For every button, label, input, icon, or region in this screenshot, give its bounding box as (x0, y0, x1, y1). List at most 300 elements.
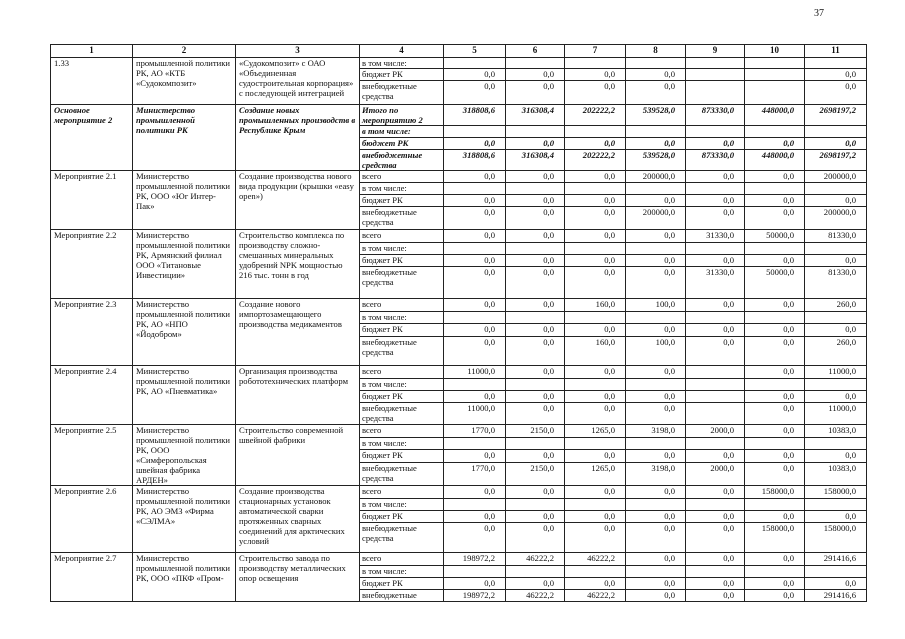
header-cell: 11 (805, 45, 867, 58)
amount-cell: 0,0 (805, 578, 867, 590)
amount-cell: 81330,0 (805, 230, 867, 243)
amount-cell: 0,0 (506, 486, 565, 499)
amount-cell: 0,0 (444, 69, 506, 81)
executor-cell: Министерство промышленной политики РК, Армянский филиал ООО «Титановые Инвестиции» (133, 230, 236, 299)
amount-cell: 10383,0 (805, 462, 867, 485)
amount-cell: 0,0 (686, 590, 745, 602)
funding-source-label: всего (360, 230, 444, 243)
header-cell: 8 (626, 45, 686, 58)
header-cell: 9 (686, 45, 745, 58)
funding-source-label: в том числе: (360, 438, 444, 450)
amount-cell: 0,0 (745, 207, 805, 230)
amount-cell: 0,0 (565, 511, 626, 523)
amount-cell: 0,0 (745, 337, 805, 366)
amount-cell: 0,0 (805, 69, 867, 81)
amount-cell: 260,0 (805, 337, 867, 366)
amount-cell (444, 438, 506, 450)
amount-cell: 0,0 (506, 267, 565, 299)
funding-source-label: бюджет РК (360, 69, 444, 81)
amount-cell (506, 566, 565, 578)
table-row (51, 553, 867, 566)
amount-cell: 0,0 (745, 366, 805, 379)
amount-cell: 2698197,2 (805, 105, 867, 126)
amount-cell: 0,0 (745, 324, 805, 337)
amount-cell (686, 312, 745, 324)
executor-cell: Министерство промышленной политики РК, ООО «Юг Интер-Пак» (133, 171, 236, 230)
amount-cell: 0,0 (626, 267, 686, 299)
amount-cell: 200000,0 (805, 207, 867, 230)
amount-cell: 0,0 (686, 299, 745, 312)
amount-cell: 0,0 (686, 553, 745, 566)
amount-cell (686, 499, 745, 511)
activity-name: Строительство комплекса по производству сложно-смешанных минеральных удобрений NPK мощностью 216 тыс. тонн в год (236, 230, 360, 299)
amount-cell (626, 438, 686, 450)
amount-cell: 291416,6 (805, 553, 867, 566)
amount-cell (745, 566, 805, 578)
header-cell: 7 (565, 45, 626, 58)
amount-cell: 31330,0 (686, 230, 745, 243)
header-cell: 10 (745, 45, 805, 58)
amount-cell: 0,0 (686, 207, 745, 230)
funding-source-label: внебюджетные средства (360, 403, 444, 425)
amount-cell (745, 81, 805, 105)
amount-cell (745, 499, 805, 511)
table-row (51, 171, 867, 183)
activity-name: «Судокомпозит» с ОАО «Объединенная судостроительная корпорация» с последующей интеграцией (236, 58, 360, 105)
amount-cell: 0,0 (626, 81, 686, 105)
amount-cell: 0,0 (506, 69, 565, 81)
funding-source-label: бюджет РК (360, 578, 444, 590)
amount-cell: 2698197,2 (805, 150, 867, 171)
amount-cell: 0,0 (686, 337, 745, 366)
amount-cell (626, 566, 686, 578)
amount-cell: 0,0 (506, 171, 565, 183)
amount-cell: 0,0 (565, 523, 626, 553)
table-body (51, 58, 867, 602)
amount-cell: 0,0 (444, 138, 506, 150)
amount-cell: 0,0 (444, 578, 506, 590)
amount-cell: 11000,0 (805, 366, 867, 379)
amount-cell (686, 126, 745, 138)
amount-cell: 0,0 (444, 195, 506, 207)
amount-cell (565, 566, 626, 578)
amount-cell: 0,0 (745, 391, 805, 403)
activity-id: 1.33 (51, 58, 133, 105)
amount-cell: 46222,2 (565, 553, 626, 566)
funding-source-label: бюджет РК (360, 450, 444, 462)
amount-cell (506, 379, 565, 391)
amount-cell: 0,0 (444, 324, 506, 337)
amount-cell (686, 183, 745, 195)
amount-cell: 0,0 (805, 81, 867, 105)
amount-cell: 0,0 (444, 230, 506, 243)
amount-cell (805, 379, 867, 391)
amount-cell (686, 58, 745, 69)
amount-cell (444, 243, 506, 255)
amount-cell: 198972,2 (444, 590, 506, 602)
amount-cell: 0,0 (565, 267, 626, 299)
amount-cell: 0,0 (626, 366, 686, 379)
header-cell: 1 (51, 45, 133, 58)
funding-source-label: бюджет РК (360, 195, 444, 207)
header-row (51, 45, 867, 58)
amount-cell (745, 312, 805, 324)
amount-cell: 158000,0 (745, 523, 805, 553)
table-row (51, 366, 867, 379)
activity-id: Мероприятие 2.1 (51, 171, 133, 230)
amount-cell (506, 243, 565, 255)
funding-source-label: в том числе: (360, 183, 444, 195)
funding-source-label: бюджет РК (360, 511, 444, 523)
amount-cell: 0,0 (805, 324, 867, 337)
budget-table (50, 44, 867, 602)
activity-name: Создание производства стационарных установок автоматической сварки протяженных сварных соединений для арктических условий (236, 486, 360, 553)
funding-source-label: внебюджетные средства (360, 337, 444, 366)
amount-cell: 873330,0 (686, 105, 745, 126)
amount-cell: 1770,0 (444, 462, 506, 485)
executor-cell: промышленной политики РК, АО «КТБ «Судокомпозит» (133, 58, 236, 105)
amount-cell (686, 566, 745, 578)
executor-cell: Министерство промышленной политики РК, ООО «Симферопольская швейная фабрика АРДЕН» (133, 425, 236, 486)
activity-name: Создание новых промышленных производств в Республике Крым (236, 105, 360, 171)
amount-cell: 2150,0 (506, 425, 565, 438)
amount-cell: 260,0 (805, 299, 867, 312)
page-number: 37 (814, 8, 824, 19)
amount-cell (805, 183, 867, 195)
amount-cell: 0,0 (565, 171, 626, 183)
amount-cell: 10383,0 (805, 425, 867, 438)
amount-cell (444, 126, 506, 138)
executor-cell: Министерство промышленной политики РК, ООО «ПКФ «Пром- (133, 553, 236, 602)
amount-cell: 0,0 (745, 425, 805, 438)
amount-cell: 0,0 (506, 511, 565, 523)
amount-cell: 0,0 (745, 590, 805, 602)
amount-cell: 0,0 (626, 195, 686, 207)
amount-cell: 0,0 (506, 366, 565, 379)
amount-cell: 0,0 (626, 486, 686, 499)
amount-cell: 160,0 (565, 337, 626, 366)
amount-cell (444, 58, 506, 69)
amount-cell: 0,0 (565, 138, 626, 150)
amount-cell (686, 243, 745, 255)
amount-cell (745, 438, 805, 450)
funding-source-label: внебюджетные средства (360, 523, 444, 553)
amount-cell: 0,0 (626, 590, 686, 602)
amount-cell: 100,0 (626, 337, 686, 366)
amount-cell: 0,0 (626, 255, 686, 267)
amount-cell: 200000,0 (626, 207, 686, 230)
amount-cell: 0,0 (626, 523, 686, 553)
amount-cell: 0,0 (506, 324, 565, 337)
amount-cell: 31330,0 (686, 267, 745, 299)
amount-cell (745, 243, 805, 255)
amount-cell: 0,0 (565, 403, 626, 425)
funding-source-label: всего (360, 171, 444, 183)
amount-cell: 11000,0 (444, 403, 506, 425)
amount-cell: 1265,0 (565, 425, 626, 438)
amount-cell: 0,0 (506, 207, 565, 230)
amount-cell (805, 566, 867, 578)
amount-cell: 158000,0 (805, 486, 867, 499)
amount-cell: 0,0 (686, 450, 745, 462)
amount-cell: 0,0 (745, 171, 805, 183)
executor-cell: Министерство промышленной политики РК, АО ЭМЗ «Фирма «СЭЛМА» (133, 486, 236, 553)
amount-cell (444, 312, 506, 324)
amount-cell: 0,0 (626, 403, 686, 425)
funding-source-label: в том числе: (360, 499, 444, 511)
amount-cell: 0,0 (686, 578, 745, 590)
amount-cell (565, 499, 626, 511)
header-cell: 3 (236, 45, 360, 58)
funding-source-label: в том числе: (360, 126, 444, 138)
amount-cell: 0,0 (444, 511, 506, 523)
amount-cell: 0,0 (686, 324, 745, 337)
activity-name: Создание производства нового вида продукции (крышки «easy open») (236, 171, 360, 230)
amount-cell: 0,0 (506, 450, 565, 462)
amount-cell: 0,0 (745, 450, 805, 462)
funding-source-label: бюджет РК (360, 324, 444, 337)
amount-cell (565, 438, 626, 450)
amount-cell: 50000,0 (745, 267, 805, 299)
amount-cell (565, 126, 626, 138)
activity-name: Строительство современной швейной фабрики (236, 425, 360, 486)
amount-cell (444, 566, 506, 578)
funding-source-label: в том числе: (360, 312, 444, 324)
activity-name: Строительство завода по производству металлических опор освещения (236, 553, 360, 602)
amount-cell: 200000,0 (626, 171, 686, 183)
funding-source-label: всего (360, 486, 444, 499)
activity-name: Организация производства робототехнических платформ (236, 366, 360, 425)
funding-source-label: внебюджетные средства (360, 150, 444, 171)
amount-cell (565, 243, 626, 255)
amount-cell: 0,0 (565, 195, 626, 207)
funding-source-label: всего (360, 553, 444, 566)
amount-cell: 0,0 (626, 578, 686, 590)
amount-cell (745, 126, 805, 138)
amount-cell: 0,0 (565, 450, 626, 462)
amount-cell (686, 81, 745, 105)
amount-cell (626, 379, 686, 391)
amount-cell: 46222,2 (565, 590, 626, 602)
funding-source-label: в том числе: (360, 58, 444, 69)
amount-cell: 0,0 (745, 578, 805, 590)
table-row (51, 486, 867, 499)
amount-cell: 0,0 (745, 255, 805, 267)
amount-cell: 316308,4 (506, 105, 565, 126)
amount-cell: 0,0 (444, 450, 506, 462)
amount-cell: 46222,2 (506, 590, 565, 602)
amount-cell: 0,0 (565, 230, 626, 243)
amount-cell: 0,0 (805, 255, 867, 267)
activity-id: Мероприятие 2.2 (51, 230, 133, 299)
executor-cell: Министерство промышленной политики РК, АО «Пневматика» (133, 366, 236, 425)
funding-source-label: внебюджетные (360, 590, 444, 602)
amount-cell (565, 183, 626, 195)
amount-cell: 0,0 (565, 81, 626, 105)
amount-cell: 0,0 (565, 207, 626, 230)
amount-cell (805, 58, 867, 69)
header-cell: 4 (360, 45, 444, 58)
amount-cell (565, 379, 626, 391)
amount-cell: 158000,0 (745, 486, 805, 499)
amount-cell: 539528,0 (626, 105, 686, 126)
amount-cell (626, 499, 686, 511)
amount-cell: 0,0 (626, 324, 686, 337)
amount-cell: 0,0 (745, 299, 805, 312)
amount-cell: 448000,0 (745, 150, 805, 171)
amount-cell (805, 499, 867, 511)
funding-source-label: внебюджетные средства (360, 267, 444, 299)
amount-cell (506, 499, 565, 511)
amount-cell (686, 69, 745, 81)
table-row (51, 230, 867, 243)
amount-cell (626, 183, 686, 195)
amount-cell: 0,0 (686, 171, 745, 183)
amount-cell: 318808,6 (444, 150, 506, 171)
amount-cell: 0,0 (805, 391, 867, 403)
amount-cell (506, 183, 565, 195)
amount-cell: 1770,0 (444, 425, 506, 438)
amount-cell (626, 243, 686, 255)
funding-source-label: Итого по мероприятию 2 (360, 105, 444, 126)
amount-cell: 0,0 (565, 486, 626, 499)
amount-cell: 0,0 (626, 69, 686, 81)
table-row (51, 299, 867, 312)
amount-cell: 0,0 (506, 255, 565, 267)
funding-source-label: бюджет РК (360, 255, 444, 267)
amount-cell: 0,0 (565, 255, 626, 267)
amount-cell: 0,0 (565, 366, 626, 379)
executor-cell: Министерство промышленной политики РК (133, 105, 236, 171)
amount-cell: 0,0 (745, 511, 805, 523)
amount-cell: 0,0 (745, 462, 805, 485)
activity-id: Мероприятие 2.6 (51, 486, 133, 553)
amount-cell: 0,0 (686, 523, 745, 553)
amount-cell: 2000,0 (686, 462, 745, 485)
executor-cell: Министерство промышленной политики РК, АО «НПО «Йодобром» (133, 299, 236, 366)
amount-cell: 0,0 (686, 255, 745, 267)
amount-cell: 200000,0 (805, 171, 867, 183)
amount-cell: 0,0 (686, 138, 745, 150)
amount-cell: 81330,0 (805, 267, 867, 299)
funding-source-label: бюджет РК (360, 138, 444, 150)
amount-cell: 0,0 (506, 195, 565, 207)
table-row (51, 425, 867, 438)
amount-cell (686, 366, 745, 379)
activity-id: Мероприятие 2.7 (51, 553, 133, 602)
activity-name: Создание нового импортозамещающего производства медикаментов (236, 299, 360, 366)
amount-cell: 0,0 (565, 578, 626, 590)
amount-cell: 1265,0 (565, 462, 626, 485)
amount-cell: 0,0 (805, 138, 867, 150)
funding-source-label: в том числе: (360, 243, 444, 255)
funding-source-label: бюджет РК (360, 391, 444, 403)
amount-cell: 0,0 (565, 324, 626, 337)
amount-cell: 0,0 (506, 230, 565, 243)
amount-cell: 2000,0 (686, 425, 745, 438)
amount-cell: 160,0 (565, 299, 626, 312)
header-cell: 2 (133, 45, 236, 58)
amount-cell: 0,0 (626, 553, 686, 566)
amount-cell: 0,0 (506, 523, 565, 553)
amount-cell (565, 312, 626, 324)
amount-cell: 0,0 (686, 511, 745, 523)
amount-cell (626, 126, 686, 138)
amount-cell: 318808,6 (444, 105, 506, 126)
amount-cell: 0,0 (506, 81, 565, 105)
amount-cell (506, 438, 565, 450)
amount-cell: 448000,0 (745, 105, 805, 126)
amount-cell: 0,0 (745, 403, 805, 425)
amount-cell: 198972,2 (444, 553, 506, 566)
amount-cell: 0,0 (506, 403, 565, 425)
amount-cell (745, 58, 805, 69)
amount-cell: 158000,0 (805, 523, 867, 553)
activity-id: Мероприятие 2.4 (51, 366, 133, 425)
amount-cell: 0,0 (805, 511, 867, 523)
amount-cell: 0,0 (444, 171, 506, 183)
amount-cell: 0,0 (506, 337, 565, 366)
amount-cell: 0,0 (444, 81, 506, 105)
amount-cell (626, 312, 686, 324)
funding-source-label: внебюджетные средства (360, 81, 444, 105)
amount-cell (805, 312, 867, 324)
amount-cell (686, 379, 745, 391)
amount-cell: 0,0 (444, 255, 506, 267)
amount-cell (805, 438, 867, 450)
amount-cell: 0,0 (565, 391, 626, 403)
amount-cell (686, 438, 745, 450)
header-cell: 5 (444, 45, 506, 58)
amount-cell (805, 243, 867, 255)
amount-cell: 202222,2 (565, 150, 626, 171)
amount-cell (626, 58, 686, 69)
amount-cell: 11000,0 (444, 366, 506, 379)
amount-cell: 46222,2 (506, 553, 565, 566)
amount-cell: 0,0 (506, 578, 565, 590)
amount-cell: 0,0 (444, 486, 506, 499)
amount-cell: 3198,0 (626, 462, 686, 485)
amount-cell (745, 69, 805, 81)
funding-source-label: внебюджетные средства (360, 462, 444, 485)
amount-cell: 0,0 (626, 391, 686, 403)
amount-cell: 291416,6 (805, 590, 867, 602)
amount-cell (506, 312, 565, 324)
amount-cell: 0,0 (686, 195, 745, 207)
amount-cell (565, 58, 626, 69)
amount-cell: 50000,0 (745, 230, 805, 243)
amount-cell (686, 391, 745, 403)
amount-cell: 0,0 (506, 138, 565, 150)
amount-cell (444, 183, 506, 195)
amount-cell: 0,0 (805, 195, 867, 207)
amount-cell: 0,0 (444, 299, 506, 312)
activity-id: Мероприятие 2.5 (51, 425, 133, 486)
amount-cell: 539528,0 (626, 150, 686, 171)
amount-cell (444, 499, 506, 511)
amount-cell: 0,0 (686, 486, 745, 499)
amount-cell (745, 379, 805, 391)
amount-cell: 202222,2 (565, 105, 626, 126)
table-row (51, 58, 867, 69)
amount-cell (506, 126, 565, 138)
funding-source-label: всего (360, 299, 444, 312)
funding-source-label: всего (360, 366, 444, 379)
amount-cell: 0,0 (565, 69, 626, 81)
amount-cell: 0,0 (506, 299, 565, 312)
amount-cell: 316308,4 (506, 150, 565, 171)
amount-cell: 0,0 (626, 230, 686, 243)
